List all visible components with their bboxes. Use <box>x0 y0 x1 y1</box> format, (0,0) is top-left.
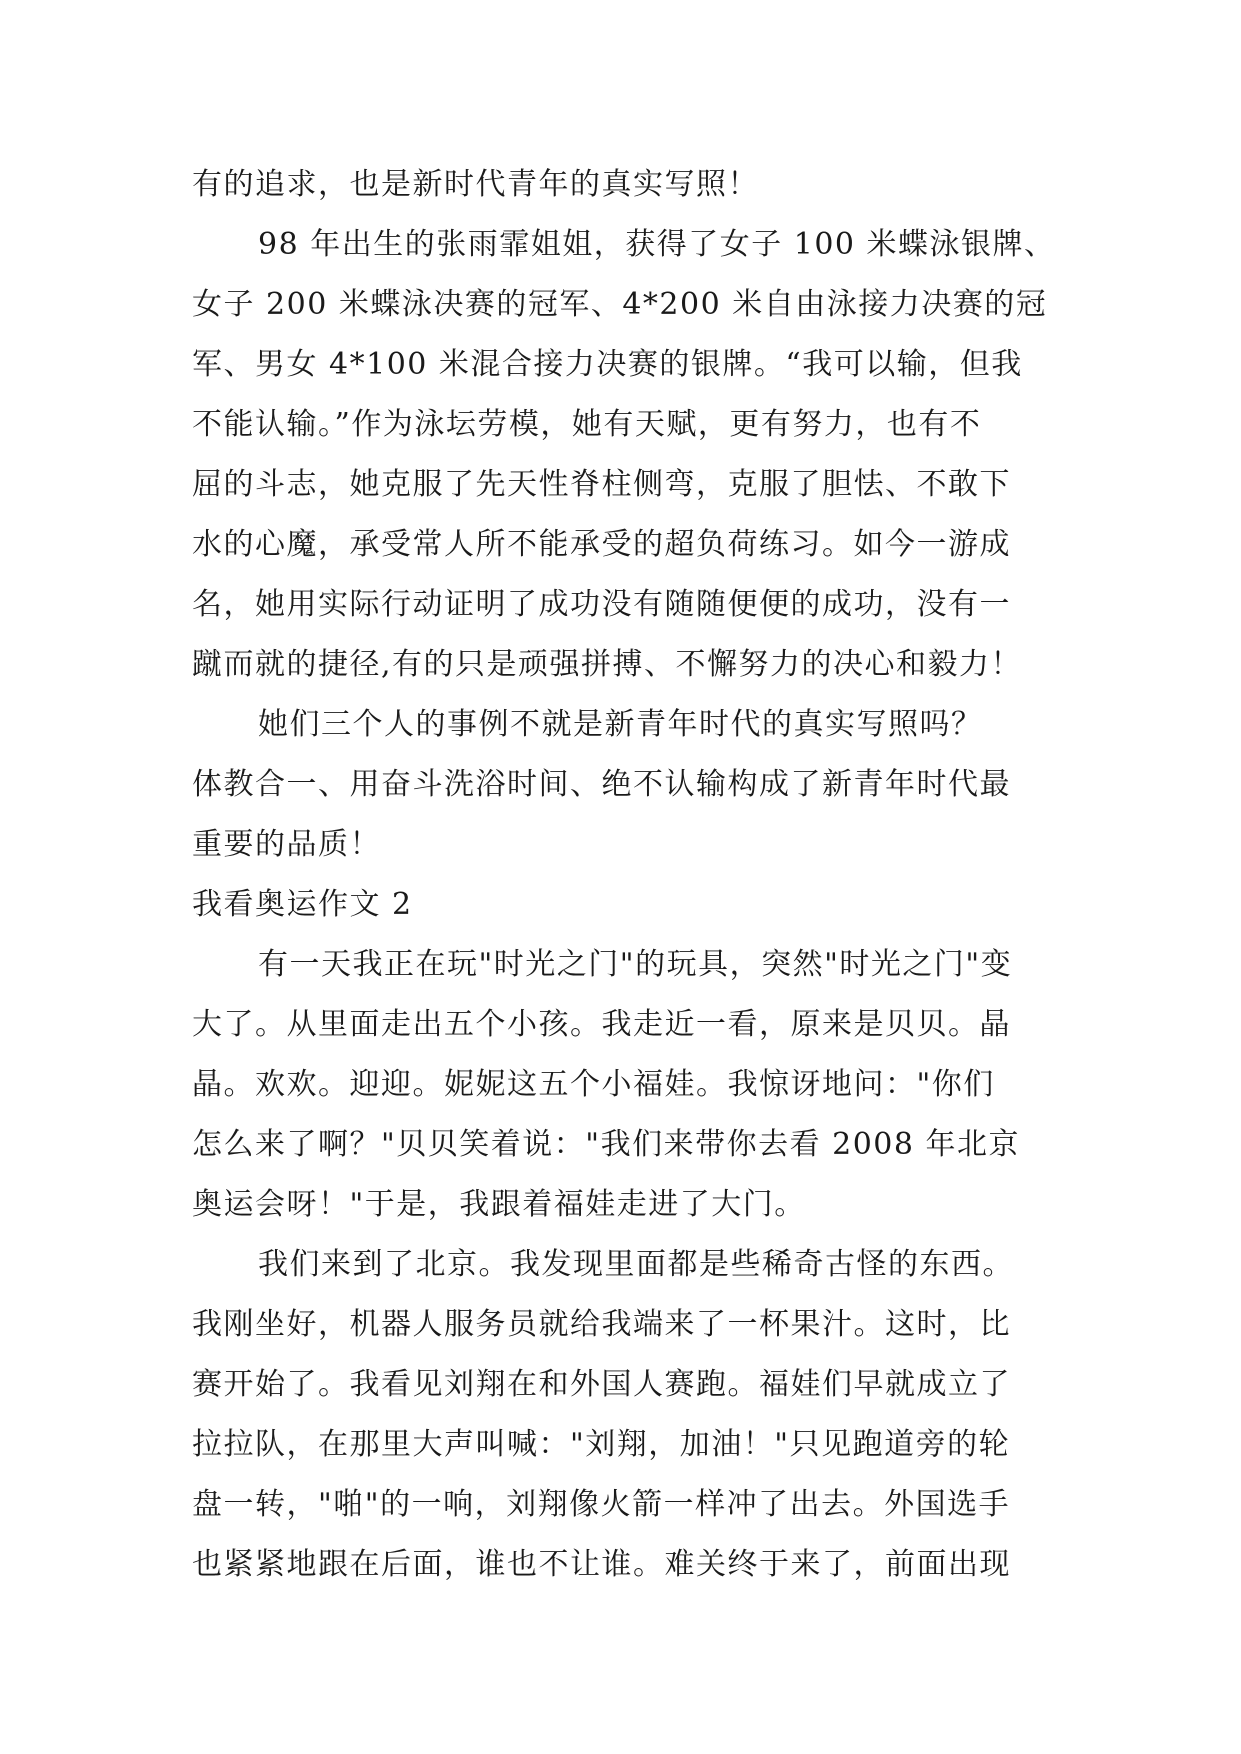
text-line: 名，她用实际行动证明了成功没有随随便便的成功，没有一 <box>192 587 1011 622</box>
text-line: 我刚坐好，机器人服务员就给我端来了一杯果汁。这时，比 <box>192 1307 1011 1342</box>
paragraph-start-line: 98 年出生的张雨霏姐姐，获得了女子 100 米蝶泳银牌、 <box>258 227 1056 262</box>
text-line: 也紧紧地跟在后面，谁也不让谁。难关终于来了，前面出现 <box>192 1547 1011 1582</box>
text-line: 女子 200 米蝶泳决赛的冠军、4*200 米自由泳接力决赛的冠 <box>192 287 1048 322</box>
text-line: 奥运会呀！"于是，我跟着福娃走进了大门。 <box>192 1187 806 1222</box>
paragraph-start-line: 她们三个人的事例不就是新青年时代的真实写照吗？ <box>258 707 983 742</box>
text-line: 屈的斗志，她克服了先天性脊柱侧弯，克服了胆怯、不敢下 <box>192 467 1011 502</box>
section-heading: 我看奥运作文 2 <box>192 887 413 922</box>
text-line: 水的心魔，承受常人所不能承受的超负荷练习。如今一游成 <box>192 527 1011 562</box>
paragraph-start-line: 有一天我正在玩"时光之门"的玩具，突然"时光之门"变 <box>258 947 1013 982</box>
text-line: 重要的品质！ <box>192 827 381 862</box>
text-line: 盘一转，"啪"的一响，刘翔像火箭一样冲了出去。外国选手 <box>192 1487 1011 1522</box>
text-line: 有的追求，也是新时代青年的真实写照！ <box>192 167 759 202</box>
paragraph-start-line: 我们来到了北京。我发现里面都是些稀奇古怪的东西。 <box>258 1247 1014 1282</box>
document-body <box>192 155 1062 1595</box>
text-line: 拉拉队，在那里大声叫喊："刘翔，加油！"只见跑道旁的轮 <box>192 1427 1011 1462</box>
text-line: 军、男女 4*100 米混合接力决赛的银牌。“我可以输，但我 <box>192 347 1023 382</box>
text-line: 晶。欢欢。迎迎。妮妮这五个小福娃。我惊讶地问："你们 <box>192 1067 995 1102</box>
text-line: 怎么来了啊？"贝贝笑着说："我们来带你去看 2008 年北京 <box>192 1127 1021 1162</box>
text-line: 赛开始了。我看见刘翔在和外国人赛跑。福娃们早就成立了 <box>192 1367 1011 1402</box>
text-line: 蹴而就的捷径,有的只是顽强拼搏、不懈努力的决心和毅力！ <box>192 647 1023 682</box>
text-line: 体教合一、用奋斗洗浴时间、绝不认输构成了新青年时代最 <box>192 767 1011 802</box>
text-line: 不能认输。”作为泳坛劳模，她有天赋，更有努力，也有不 <box>192 407 982 442</box>
text-line: 大了。从里面走出五个小孩。我走近一看，原来是贝贝。晶 <box>192 1007 1011 1042</box>
